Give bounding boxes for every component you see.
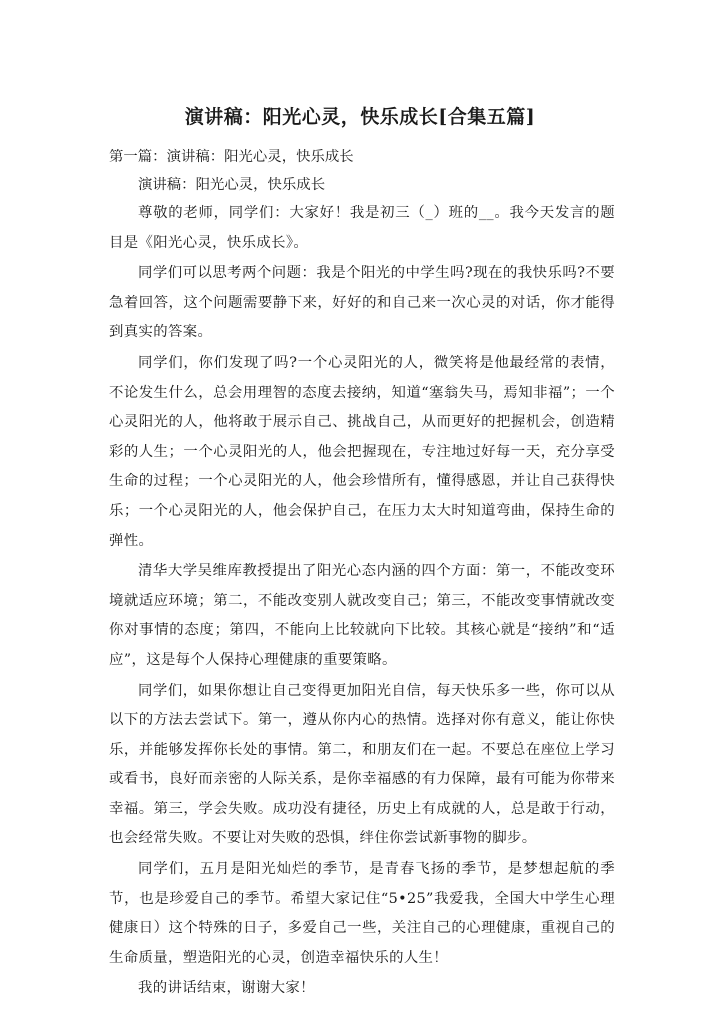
paragraph-closing: 我的讲话结束，谢谢大家！ [138,980,315,997]
paragraph-may: 同学们，五月是阳光灿烂的季节，是青春飞扬的季节，是梦想起航的季节，也是珍爱自己的季节。希望大家记住“5•25”我爱我，全国大中学生心理健康日）这个特殊的日子，多爱自己一些，关注自己的心理健康，重视自己的生命质量，塑造阳光的心灵，创造幸福快乐的人生！ [109,861,615,966]
part-heading: 第一篇：演讲稿：阳光心灵，快乐成长 [109,149,354,165]
document-body [109,143,615,1004]
paragraph-methods: 同学们，如果你想让自己变得更加阳光自信，每天快乐多一些，你可以从以下的方法去尝试下。第一，遵从你内心的热情。选择对你有意义，能让你快乐，并能够发挥你长处的事情。第二，和朋友们在一起。不要总在座位上学习或看书，良好而亲密的人际关系，是你幸福感的有力保障，最有可能为你带来幸福。第三，学会失败。成功没有捷径，历史上有成就的人，总是敢于行动，也会经常失败。不要让对失败的恐惧，绊住你尝试新事物的脚步。 [109,682,615,847]
speech-subheading: 演讲稿：阳光心灵，快乐成长 [138,177,326,193]
paragraph-questions: 同学们可以思考两个问题：我是个阳光的中学生吗?现在的我快乐吗?不要急着回答，这个问题需要静下来，好好的和自己来一次心灵的对话，你才能得到真实的答案。 [109,265,615,341]
paragraph-four-aspects: 清华大学吴维库教授提出了阳光心态内涵的四个方面：第一，不能改变环境就适应环境；第二，不能改变别人就改变自己；第三，不能改变事情就改变你对事情的态度；第四，不能向上比较就向下比较。其核心就是“接纳”和“适应”，这是每个人保持心理健康的重要策略。 [109,563,615,668]
paragraph-greeting: 尊敬的老师，同学们：大家好！我是初三（_）班的__。我今天发言的题目是《阳光心灵，快乐成长》。 [109,205,615,251]
paragraph-sunny-heart: 同学们，你们发现了吗?一个心灵阳光的人，微笑将是他最经常的表情，不论发生什么，总会用理智的态度去接纳，知道“塞翁失马，焉知非福”；一个心灵阳光的人，他将敢于展示自己、挑战自己，从而更好的把握机会，创造精彩的人生；一个心灵阳光的人，他会把握现在，专注地过好每一天，充分享受生命的过程；一个心灵阳光的人，他会珍惜所有，懂得感恩，并让自己获得快乐；一个心灵阳光的人，他会保护自己，在压力太大时知道弯曲，保持生命的弹性。 [109,354,615,549]
document-title: 演讲稿：阳光心灵，快乐成长[合集五篇] [184,106,536,128]
